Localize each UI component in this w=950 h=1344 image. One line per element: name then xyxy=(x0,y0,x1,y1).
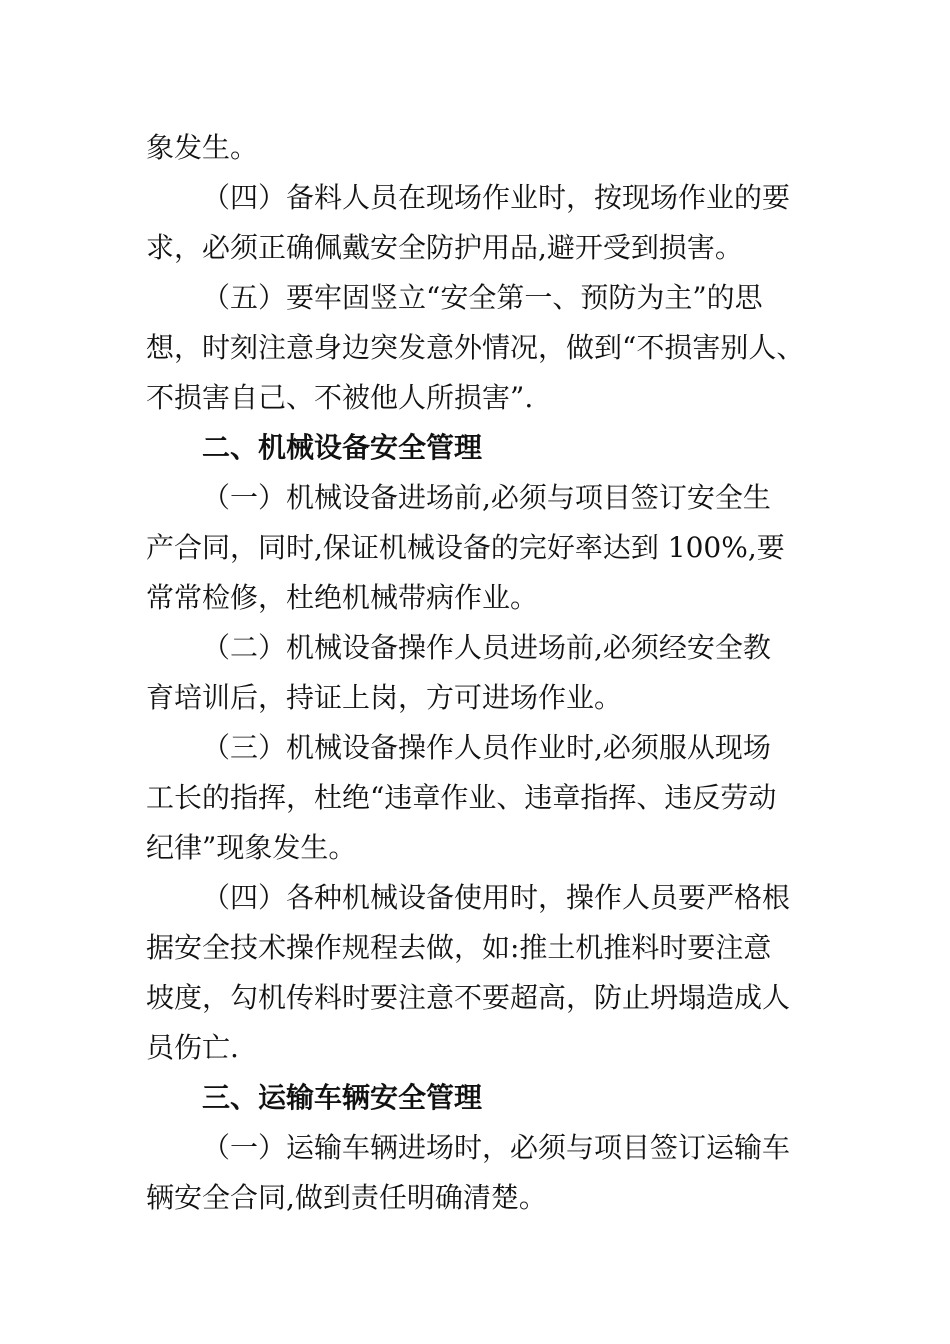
paragraph-line: （四）备料人员在现场作业时，按现场作业的要 xyxy=(202,181,791,214)
paragraph-line: 不损害自己、不被他人所损害”. xyxy=(146,381,534,414)
paragraph-line: 纪律”现象发生。 xyxy=(146,831,357,864)
section-heading: 三、运输车辆安全管理 xyxy=(202,1081,483,1114)
paragraph-line: 据安全技术操作规程去做，如:推土机推料时要注意 xyxy=(146,931,772,964)
paragraph-line: （四）各种机械设备使用时，操作人员要严格根 xyxy=(202,881,791,914)
paragraph-line: 辆安全合同,做到责任明确清楚。 xyxy=(146,1181,547,1214)
paragraph-line: 工长的指挥，杜绝“违章作业、违章指挥、违反劳动 xyxy=(146,781,777,814)
paragraph-line: 产合同，同时,保证机械设备的完好率达到 100%,要 xyxy=(146,531,785,564)
paragraph-line: （五）要牢固竖立“安全第一、预防为主”的思 xyxy=(202,281,763,314)
paragraph-line: （三）机械设备操作人员作业时,必须服从现场 xyxy=(202,731,771,764)
paragraph-line: 员伤亡. xyxy=(146,1031,239,1064)
paragraph-line: 常常检修，杜绝机械带病作业。 xyxy=(146,581,539,614)
section-heading: 二、机械设备安全管理 xyxy=(202,431,483,464)
paragraph-line: 育培训后，持证上岗，方可进场作业。 xyxy=(146,681,623,714)
paragraph-line: 想，时刻注意身边突发意外情况，做到“不损害别人、 xyxy=(146,331,805,364)
paragraph-line: （二）机械设备操作人员进场前,必须经安全教 xyxy=(202,631,771,664)
paragraph-line: （一）机械设备进场前,必须与项目签订安全生 xyxy=(202,481,771,514)
paragraph-line: （一）运输车辆进场时，必须与项目签订运输车 xyxy=(202,1131,791,1164)
paragraph-line: 坡度，勾机传料时要注意不要超高，防止坍塌造成人 xyxy=(146,981,791,1014)
paragraph-line: 求，必须正确佩戴安全防护用品,避开受到损害。 xyxy=(146,231,743,264)
paragraph-line: 象发生。 xyxy=(146,131,259,164)
